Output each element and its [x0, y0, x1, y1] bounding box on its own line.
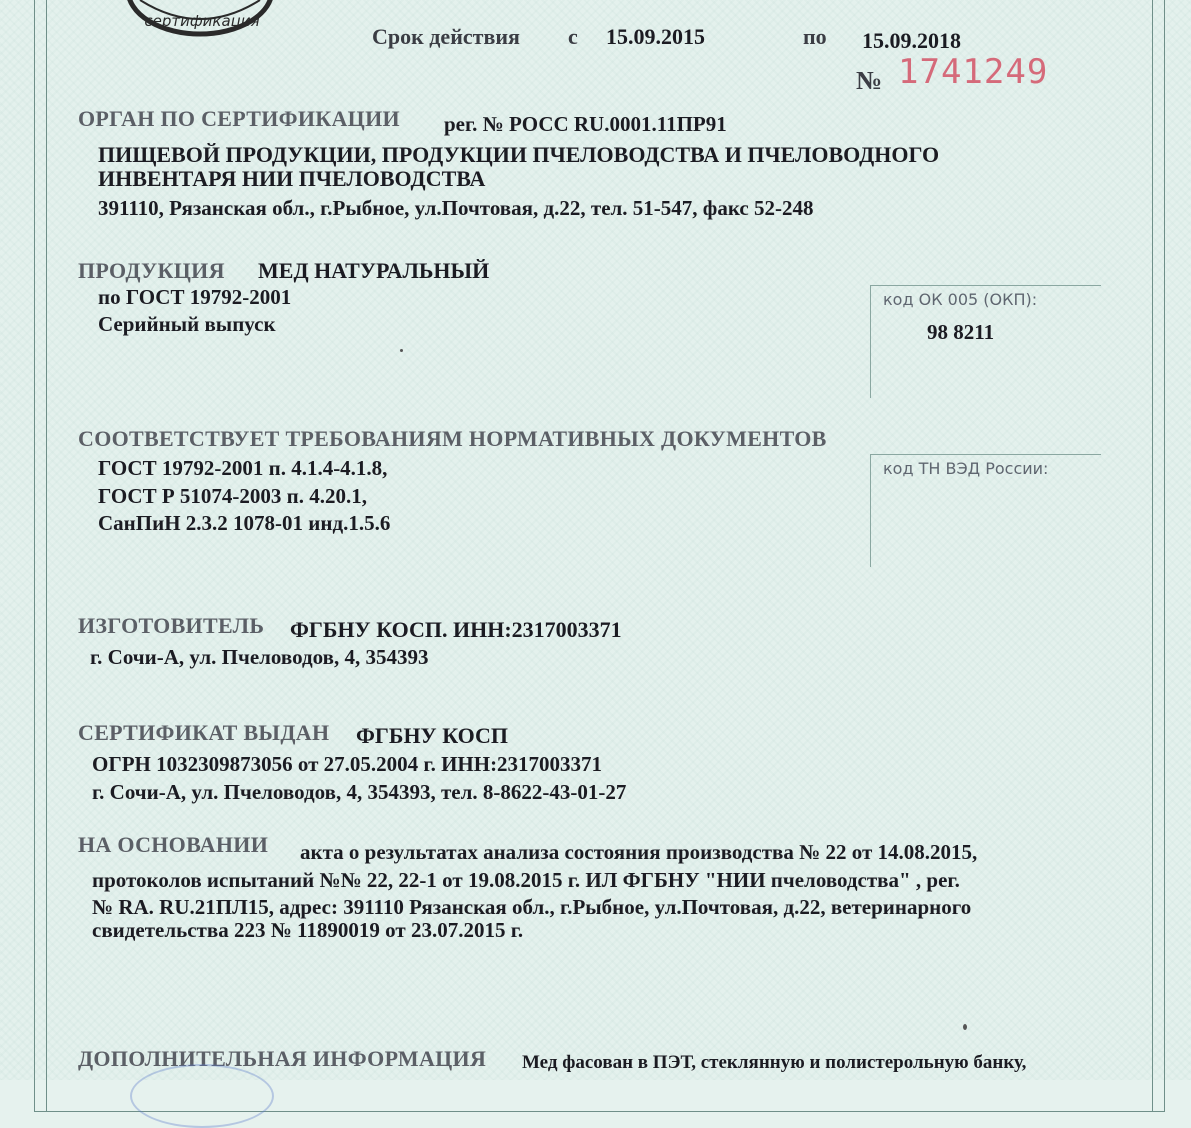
okp-code-label: код ОК 005 (ОКП):: [883, 290, 1038, 309]
issued-to-name: ФГБНУ КОСП: [356, 723, 508, 748]
certification-logo: [120, 0, 280, 40]
okp-code-value: 98 8211: [927, 320, 995, 344]
ink-speck: [400, 349, 403, 352]
compliance-label: СООТВЕТСТВУЕТ ТРЕБОВАНИЯМ НОРМАТИВНЫХ ДОКУМЕНТОВ: [78, 426, 827, 451]
certification-body-address: 391110, Рязанская обл., г.Рыбное, ул.Почтовая, д.22, тел. 51-547, факс 52-248: [98, 196, 814, 220]
product-standard: по ГОСТ 19792-2001: [98, 285, 292, 309]
ink-speck: [963, 1024, 967, 1030]
certification-body-label: ОРГАН ПО СЕРТИФИКАЦИИ: [78, 106, 400, 131]
manufacturer-label: ИЗГОТОВИТЕЛЬ: [78, 613, 265, 638]
certification-body-name-1: ПИЩЕВОЙ ПРОДУКЦИИ, ПРОДУКЦИИ ПЧЕЛОВОДСТВА И ПЧЕЛОВОДНОГО: [98, 142, 940, 167]
certification-body-name-2: ИНВЕНТАРЯ НИИ ПЧЕЛОВОДСТВА: [98, 166, 486, 191]
basis-line-4: свидетельства 223 № 11890019 от 23.07.2015 г.: [92, 918, 524, 942]
additional-info-label: ДОПОЛНИТЕЛЬНАЯ ИНФОРМАЦИЯ: [78, 1046, 487, 1071]
manufacturer-address: г. Сочи-А, ул. Пчеловодов, 4, 354393: [90, 645, 429, 669]
certificate-number: 1741249: [898, 52, 1049, 92]
certification-body-reg: рег. № РОСС RU.0001.11ПР91: [444, 112, 727, 136]
compliance-doc-1: ГОСТ 19792-2001 п. 4.1.4-4.1.8,: [98, 456, 388, 480]
validity-from-date: 15.09.2015: [606, 24, 705, 49]
tnved-code-label: код ТН ВЭД России:: [883, 459, 1049, 478]
basis-label: НА ОСНОВАНИИ: [78, 832, 269, 857]
issued-to-address: г. Сочи-А, ул. Пчеловодов, 4, 354393, тел. 8-8622-43-01-27: [92, 780, 627, 804]
product-label: ПРОДУКЦИЯ: [78, 258, 225, 283]
manufacturer-name: ФГБНУ КОСП. ИНН:2317003371: [290, 617, 622, 642]
basis-line-2: протоколов испытаний №№ 22, 22-1 от 19.08.2015 г. ИЛ ФГБНУ "НИИ пчеловодства" , рег.: [92, 868, 960, 892]
tnved-code-box: [870, 454, 1101, 567]
basis-line-3: № RA. RU.21ПЛ15, адрес: 391110 Рязанская обл., г.Рыбное, ул.Почтовая, д.22, ветеринарного: [92, 895, 972, 919]
validity-from-prefix: с: [568, 24, 578, 49]
validity-to-date: 15.09.2018: [862, 28, 961, 53]
compliance-doc-3: СанПиН 2.3.2 1078-01 инд.1.5.6: [98, 511, 391, 535]
okp-code-box: [870, 285, 1101, 398]
product-name: МЕД НАТУРАЛЬНЫЙ: [258, 258, 490, 283]
issued-to-label: СЕРТИФИКАТ ВЫДАН: [78, 720, 330, 745]
logo-text: сертификация: [144, 12, 260, 30]
compliance-doc-2: ГОСТ Р 51074-2003 п. 4.20.1,: [98, 484, 368, 508]
validity-label: Срок действия: [372, 24, 520, 49]
basis-line-1: акта о результатах анализа состояния производства № 22 от 14.08.2015,: [300, 840, 978, 864]
product-release: Серийный выпуск: [98, 312, 276, 336]
number-sign: №: [856, 66, 883, 95]
validity-to-prefix: по: [803, 24, 827, 49]
issued-to-ogrn: ОГРН 1032309873056 от 27.05.2004 г. ИНН:2317003371: [92, 752, 603, 776]
stamp-partial: [130, 1064, 274, 1128]
additional-info-text: Мед фасован в ПЭТ, стеклянную и полистерольную банку,: [522, 1052, 1027, 1073]
